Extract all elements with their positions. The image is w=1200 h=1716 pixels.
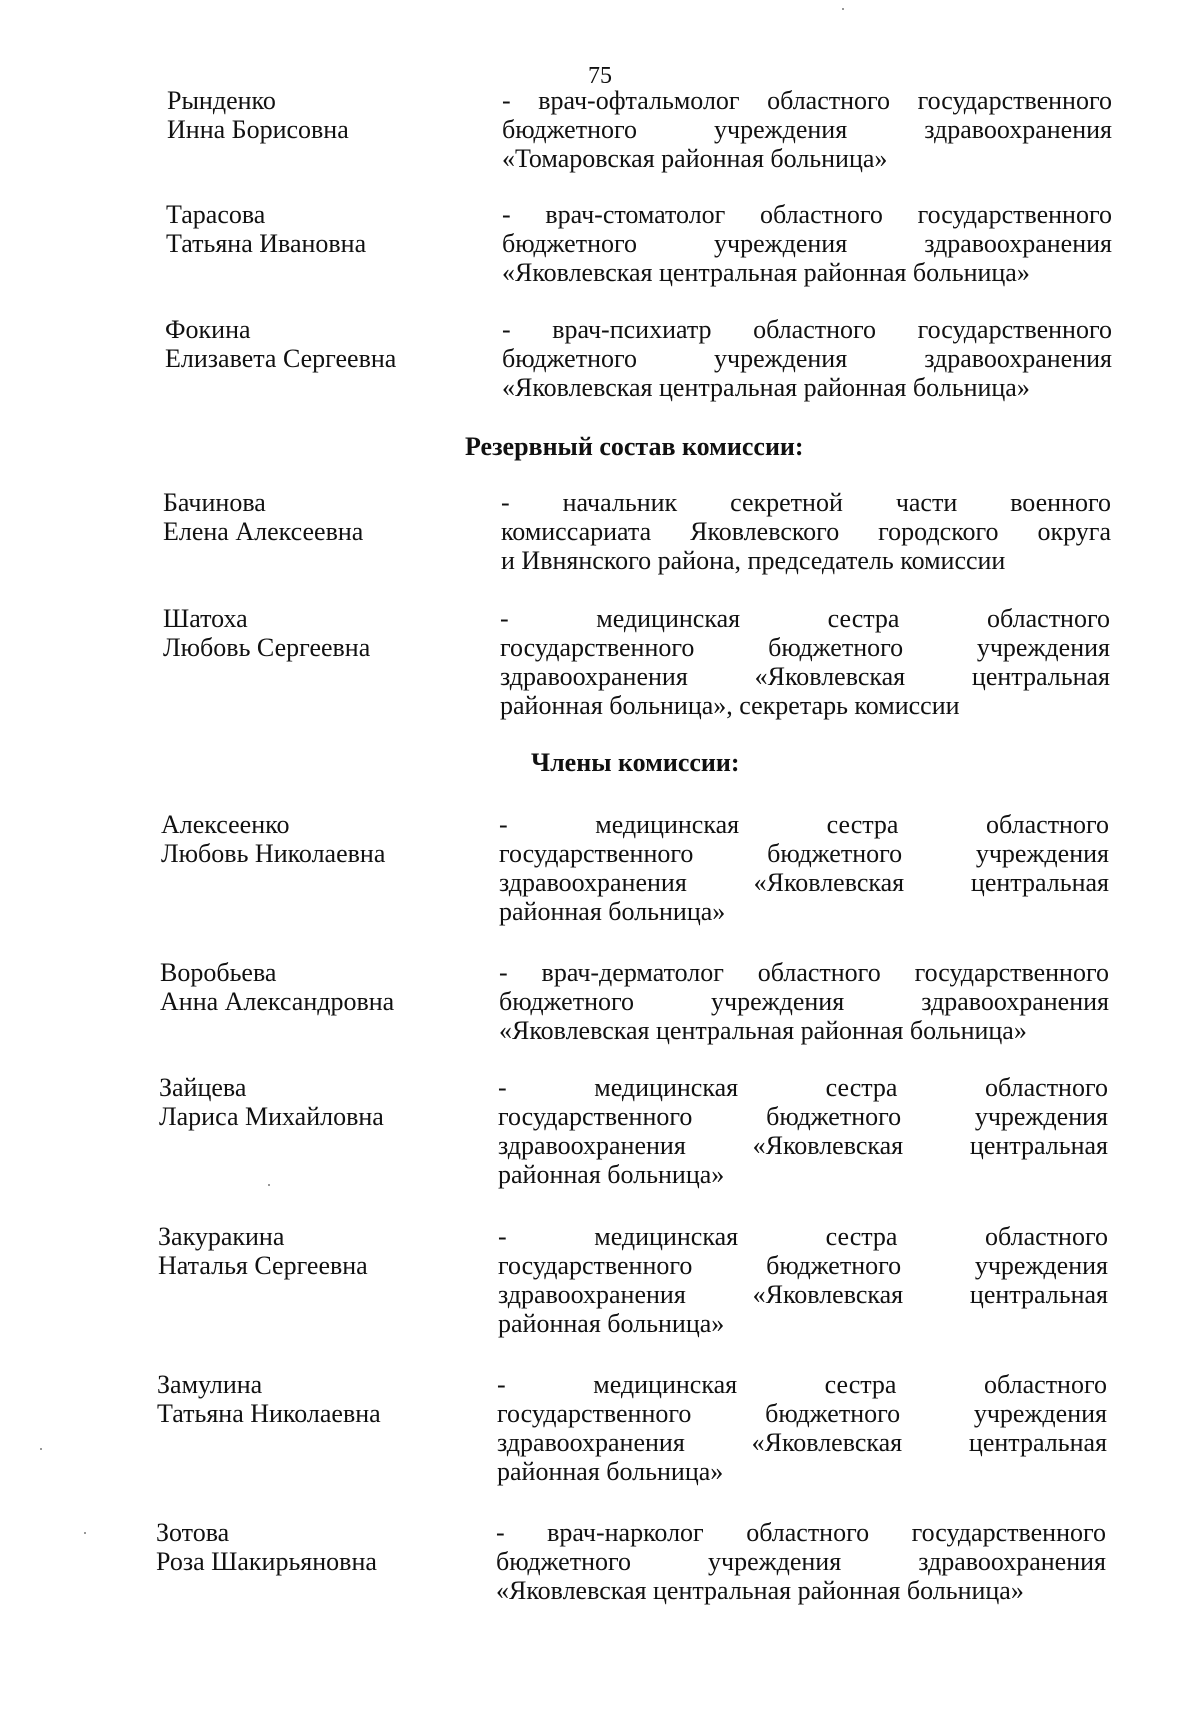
position-line: бюджетного учреждения здравоохранения	[502, 229, 1112, 258]
position-line: - врач-нарколог областного государственного	[496, 1518, 1106, 1547]
member-surname: Тарасова	[166, 200, 266, 229]
member-surname: Воробьева	[160, 958, 277, 987]
position-line: здравоохранения «Яковлевская центральная	[498, 1280, 1108, 1309]
scan-speck	[40, 1448, 42, 1450]
position-line: государственного бюджетного учреждения	[497, 1399, 1107, 1428]
position-line: - начальник секретной части военного	[501, 488, 1111, 517]
member-position	[501, 488, 1111, 575]
member-position	[496, 1518, 1106, 1605]
member-name	[165, 315, 465, 373]
member-position	[497, 1370, 1107, 1486]
member-given-name: Елена Алексеевна	[163, 517, 364, 546]
member-given-name: Татьяна Николаевна	[157, 1399, 381, 1428]
position-line: - врач-стоматолог областного государственного	[502, 200, 1112, 229]
member-surname: Замулина	[157, 1370, 263, 1399]
position-line: здравоохранения «Яковлевская центральная	[497, 1428, 1107, 1457]
member-position	[502, 315, 1112, 402]
member-name	[158, 1222, 458, 1280]
position-line: - врач-дерматолог областного государственного	[499, 958, 1109, 987]
position-line: - врач-офтальмолог областного государственного	[502, 86, 1112, 115]
position-line: бюджетного учреждения здравоохранения	[496, 1547, 1106, 1576]
member-name	[161, 810, 461, 868]
member-position	[499, 958, 1109, 1045]
position-line: районная больница»	[499, 897, 726, 926]
member-position	[498, 1073, 1108, 1189]
position-line: здравоохранения «Яковлевская центральная	[499, 868, 1109, 897]
position-line: - медицинская сестра областного	[498, 1073, 1108, 1102]
position-line: районная больница»	[497, 1457, 724, 1486]
member-position	[499, 810, 1109, 926]
member-given-name: Анна Александровна	[160, 987, 395, 1016]
position-line: здравоохранения «Яковлевская центральная	[498, 1131, 1108, 1160]
member-surname: Зайцева	[159, 1073, 247, 1102]
member-given-name: Елизавета Сергеевна	[165, 344, 397, 373]
position-line: районная больница»	[498, 1309, 725, 1338]
member-surname: Шатоха	[163, 604, 248, 633]
position-line: районная больница», секретарь комиссии	[500, 691, 960, 720]
member-position	[502, 200, 1112, 287]
member-given-name: Инна Борисовна	[167, 115, 349, 144]
position-line: государственного бюджетного учреждения	[498, 1102, 1108, 1131]
position-line: «Яковлевская центральная районная больница»	[496, 1576, 1024, 1605]
member-surname: Зотова	[156, 1518, 230, 1547]
member-name	[163, 604, 463, 662]
position-line: - медицинская сестра областного	[498, 1222, 1108, 1251]
member-given-name: Роза Шакирьяновна	[156, 1547, 377, 1576]
position-line: бюджетного учреждения здравоохранения	[502, 344, 1112, 373]
member-given-name: Татьяна Ивановна	[166, 229, 367, 258]
member-given-name: Любовь Николаевна	[161, 839, 386, 868]
position-line: - врач-психиатр областного государственного	[502, 315, 1112, 344]
scan-speck	[842, 8, 844, 10]
position-line: бюджетного учреждения здравоохранения	[499, 987, 1109, 1016]
position-line: «Яковлевская центральная районная больница»	[502, 373, 1030, 402]
member-name	[159, 1073, 459, 1131]
position-line: здравоохранения «Яковлевская центральная	[500, 662, 1110, 691]
member-surname: Закуракина	[158, 1222, 285, 1251]
position-line: государственного бюджетного учреждения	[500, 633, 1110, 662]
member-name	[167, 86, 467, 144]
member-name	[156, 1518, 456, 1576]
member-surname: Фокина	[165, 315, 251, 344]
reserve-heading: Резервный состав комиссии:	[465, 432, 804, 461]
members-heading: Члены комиссии:	[531, 748, 740, 777]
position-line: - медицинская сестра областного	[500, 604, 1110, 633]
member-given-name: Лариса Михайловна	[159, 1102, 384, 1131]
page-number: 75	[588, 63, 612, 89]
member-surname: Бачинова	[163, 488, 266, 517]
position-line: и Ивнянского района, председатель комиссии	[501, 546, 1006, 575]
position-line: государственного бюджетного учреждения	[498, 1251, 1108, 1280]
position-line: комиссариата Яковлевского городского округа	[501, 517, 1111, 546]
position-line: «Томаровская районная больница»	[502, 144, 888, 173]
scan-speck	[268, 1184, 270, 1186]
scan-speck	[84, 1532, 86, 1534]
position-line: «Яковлевская центральная районная больница»	[502, 258, 1030, 287]
position-line: «Яковлевская центральная районная больница»	[499, 1016, 1027, 1045]
member-name	[157, 1370, 457, 1428]
member-position	[502, 86, 1112, 173]
member-position	[500, 604, 1110, 720]
member-position	[498, 1222, 1108, 1338]
member-name	[166, 200, 466, 258]
position-line: районная больница»	[498, 1160, 725, 1189]
member-name	[160, 958, 460, 1016]
member-surname: Алексеенко	[161, 810, 290, 839]
position-line: бюджетного учреждения здравоохранения	[502, 115, 1112, 144]
position-line: - медицинская сестра областного	[499, 810, 1109, 839]
member-name	[163, 488, 463, 546]
member-surname: Рынденко	[167, 86, 276, 115]
position-line: государственного бюджетного учреждения	[499, 839, 1109, 868]
member-given-name: Наталья Сергеевна	[158, 1251, 368, 1280]
member-given-name: Любовь Сергеевна	[163, 633, 371, 662]
position-line: - медицинская сестра областного	[497, 1370, 1107, 1399]
